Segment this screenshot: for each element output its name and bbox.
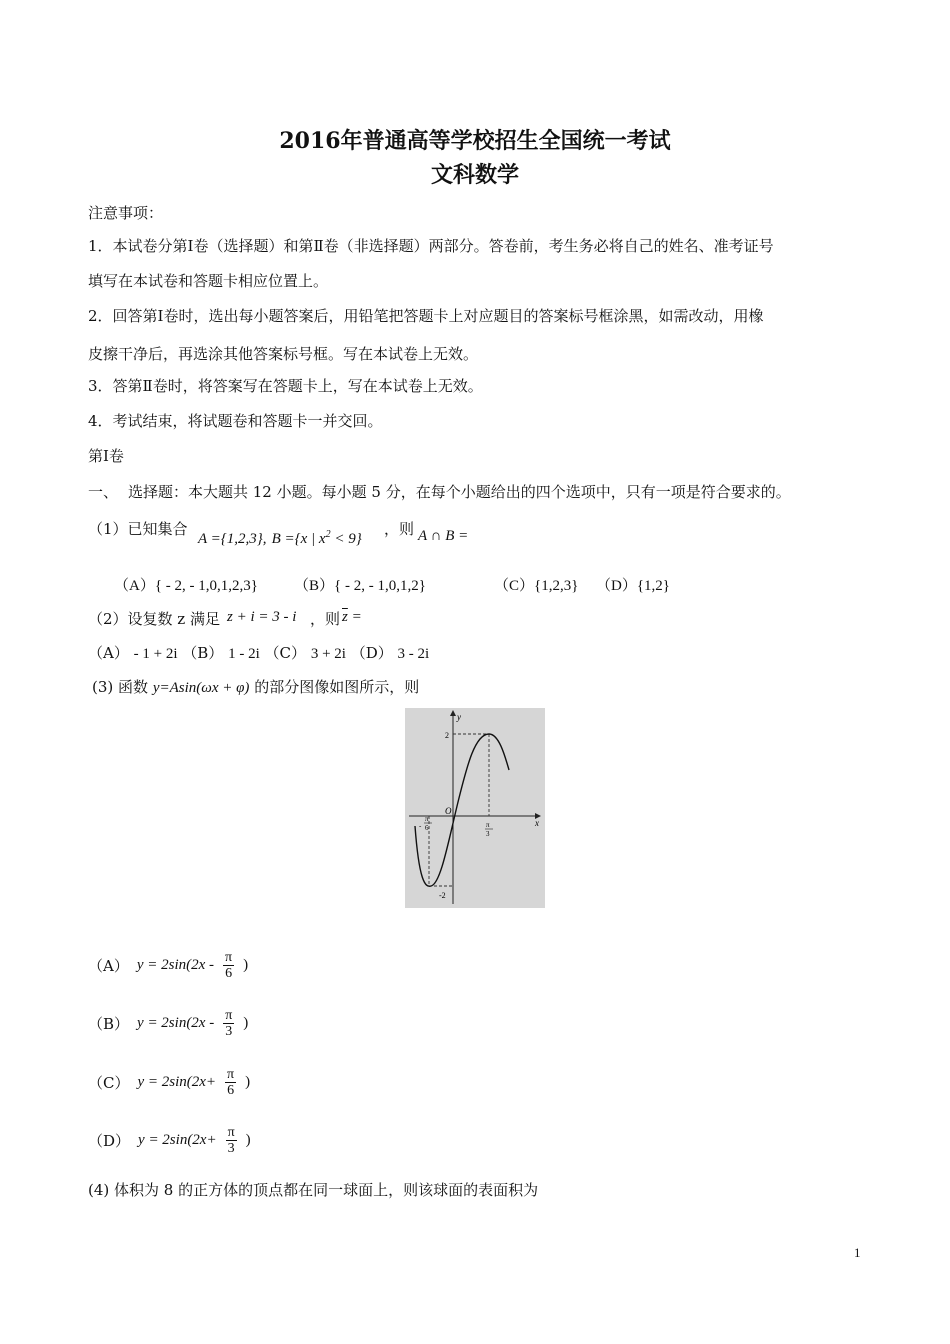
q3-option-b: （B） y = 2sin(2x - $\frac{\pi}{3}$ ) [88, 1008, 249, 1039]
graph-y-max-label: 2 [445, 731, 449, 740]
q3-option-a-label: （A） [88, 957, 129, 975]
graph-x-right-num: π [486, 821, 490, 829]
q3-option-a-fraction: $\frac{\pi}{6}$ [225, 950, 233, 981]
volume-label: 第Ⅰ卷 [88, 447, 124, 465]
q3-option-d-fraction: $\frac{\pi}{3}$ [227, 1125, 235, 1156]
q3-option-b-fraction: $\frac{\pi}{3}$ [225, 1008, 233, 1039]
q2-then: ，则 [310, 610, 341, 628]
q3-option-a-expr: y = 2sin(2x - [136, 957, 215, 973]
q1-set-a: A ={1,2,3}, [198, 531, 267, 547]
q2-option-d-label: （D） [350, 644, 393, 662]
q3-option-b-label: （B） [88, 1015, 130, 1033]
q1-option-c: （C）{1,2,3} [494, 578, 579, 594]
q1-sets [198, 528, 362, 548]
notice-item-1-line-2: 填写在本试卷和答题卡相应位置上。 [88, 272, 329, 290]
notice-heading: 注意事项： [88, 204, 164, 222]
q1-ask: A ∩ B = [418, 528, 469, 544]
q1-option-d: （D）{1,2} [596, 578, 670, 594]
q1-option-a: （A）{ - 2, - 1,0,1,2,3} [114, 578, 258, 594]
notice-item-2-line-1: 2．回答第Ⅰ卷时，选出每小题答案后，用铅笔把答题卡上对应题目的答案标号框涂黑，如需改动，用橡 [88, 307, 764, 325]
notice-item-3: 3．答第Ⅱ卷时，将答案写在答题卡上，写在本试卷上无效。 [88, 377, 483, 395]
q3-option-c-fraction: $\frac{\pi}{6}$ [227, 1067, 235, 1098]
part-label: 一、 [88, 483, 119, 501]
q2-condition: z + i = 3 - i [227, 609, 297, 625]
q3-option-c: （C） y = 2sin(2x+ $\frac{\pi}{6}$ ) [88, 1067, 251, 1098]
q2-option-b-label: （B） [182, 644, 224, 662]
graph-x-left-num: π [425, 815, 429, 823]
q1-set-b: B ={x | $x^2 < 9$} [271, 529, 362, 547]
q1-option-b: （B）{ - 2, - 1,0,1,2} [294, 578, 426, 594]
q1-stem: （1）已知集合 [88, 520, 188, 538]
q2-options [88, 642, 429, 663]
q2-option-a: - 1 + 2i [133, 646, 178, 662]
q3-option-b-expr: y = 2sin(2x - [137, 1015, 215, 1031]
notice-item-2-line-2: 皮擦干净后，再选涂其他答案标号框。写在本试卷上无效。 [88, 345, 479, 363]
notice-item-4: 4．考试结束，将试题卷和答题卡一并交回。 [88, 412, 383, 430]
exam-title: 2016年普通高等学校招生全国统一考试 [279, 128, 671, 154]
q2-option-b: 1 - 2i [228, 646, 260, 662]
graph-origin-label: O [445, 806, 452, 816]
exam-subtitle: 文科数学 [430, 162, 519, 188]
notice-item-1-line-1: 1．本试卷分第Ⅰ卷（选择题）和第Ⅱ卷（非选择题）两部分。答卷前，考生务必将自己的姓名、准考证号 [88, 237, 774, 255]
q3-option-d: （D） y = 2sin(2x+ $\frac{\pi}{3}$ ) [88, 1125, 251, 1156]
q3-option-d-expr: y = 2sin(2x+ [138, 1132, 217, 1148]
q2-zbar: $\overline{z}$ = [342, 609, 362, 625]
q3-option-a: （A） y = 2sin(2x - $\frac{\pi}{6}$ ) [88, 950, 249, 981]
graph-x-left-den: 6 [425, 824, 429, 832]
q4-stem: (4) 体积为 8 的正方体的顶点都在同一球面上，则该球面的表面积为 [88, 1181, 539, 1199]
q2-option-c-label: （C） [264, 644, 307, 662]
page-number: 1 [854, 1245, 861, 1260]
q2-option-d: 3 - 2i [397, 646, 430, 662]
graph-x-label: x [535, 818, 539, 828]
part-description: 选择题：本大题共 12 小题。每小题 5 分，在每个小题给出的四个选项中，只有一项是符合要求的。 [128, 483, 791, 501]
sine-graph-figure [405, 708, 545, 908]
graph-x-right-den: 3 [486, 830, 490, 838]
q2-option-a-label: （A） [88, 644, 129, 662]
q2-option-c: 3 + 2i [310, 646, 346, 662]
q3-function: y=Asin(ωx + φ) [152, 680, 250, 696]
q3-option-d-label: （D） [88, 1132, 131, 1150]
graph-x-left-sign: - [419, 822, 422, 830]
graph-background [405, 708, 545, 908]
q3-stem: (3) 函数 y=Asin(ωx + φ) 的部分图像如图所示，则 [92, 678, 420, 696]
q3-option-c-expr: y = 2sin(2x+ [137, 1074, 217, 1090]
graph-y-label: y [457, 712, 461, 722]
graph-y-min-label: -2 [439, 891, 446, 900]
q1-then: ，则 [384, 520, 415, 538]
q2-stem: （2）设复数 z 满足 [88, 610, 220, 628]
q3-option-c-label: （C） [88, 1074, 130, 1092]
